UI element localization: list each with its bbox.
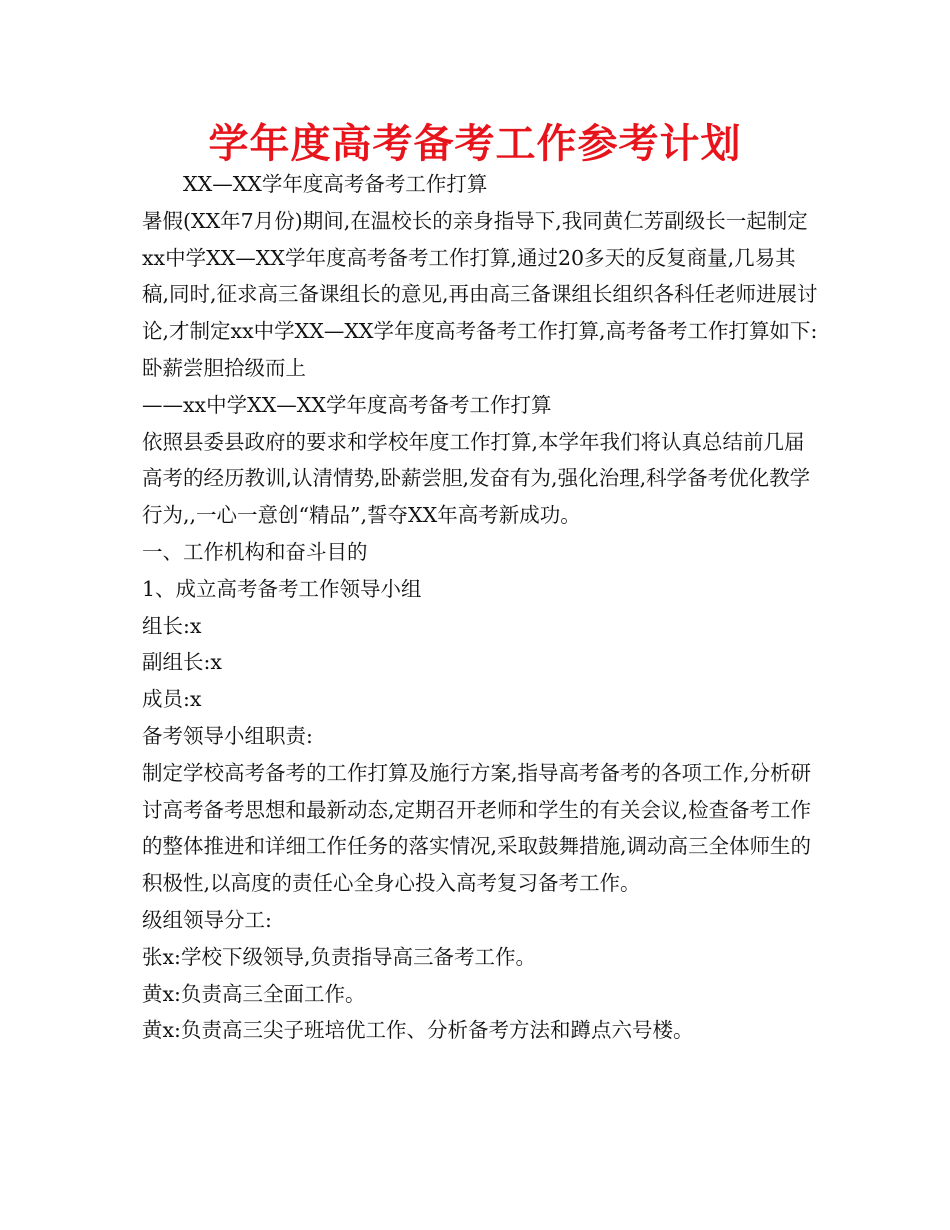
document-title: 学年度高考备考工作参考计划	[208, 121, 742, 167]
body-paragraph: 制定学校高考备考的工作打算及施行方案,指导高考备考的各项工作,分析研讨高考备考思想和最新动态,定期召开老师和学生的有关会议,检查备考工作的整体推进和详细工作任务的落实情况,采取鼓舞措施,调动高三全体师生的积极性,以高度的责任心全身心投入高考复习备考工作。	[142, 760, 812, 896]
body-paragraph: ——xx中学XX—XX学年度高考备考工作打算	[142, 392, 552, 417]
body-paragraph: 依照县委县政府的要求和学校年度工作打算,本学年我们将认真总结前几届高考的经历教训,认清情势,卧薪尝胆,发奋有为,强化治理,科学备考优化教学行为,,一心一意创“精品”,誓夺XX年高考新成功。	[142, 429, 811, 528]
body-paragraph: 备考领导小组职责:	[142, 723, 313, 748]
body-paragraph: 黄x:负责高三全面工作。	[142, 981, 366, 1006]
body-paragraph: 张x:学校下级领导,负责指导高三备考工作。	[142, 944, 536, 969]
subtitle-paragraph: XX—XX学年度高考备考工作打算	[183, 172, 488, 196]
body-paragraph: 副组长:x	[142, 650, 222, 675]
document-body	[142, 166, 822, 1049]
body-paragraph: 级组领导分工:	[142, 907, 272, 932]
body-paragraph: 成员:x	[142, 687, 202, 712]
body-paragraph: 组长:x	[142, 613, 202, 638]
body-paragraph: 卧薪尝胆拾级而上	[142, 355, 306, 380]
body-paragraph: 暑假(XX年7月份)期间,在温校长的亲身指导下,我同黄仁芳副级长一起制定xx中学XX—XX学年度高考备考工作打算,通过20多天的反复商量,几易其稿,同时,征求高三备课组长的意见,再由高三备课组长组织各科任老师进展讨论,才制定xx中学XX—XX学年度高考备考工作打算,高考备考工作打算如下:	[142, 208, 818, 344]
subsection-heading: 1、成立高考备考工作领导小组	[142, 576, 422, 601]
body-paragraph: 黄x:负责高三尖子班培优工作、分析备考方法和蹲点六号楼。	[142, 1018, 694, 1043]
section-heading: 一、工作机构和奋斗目的	[142, 539, 368, 564]
